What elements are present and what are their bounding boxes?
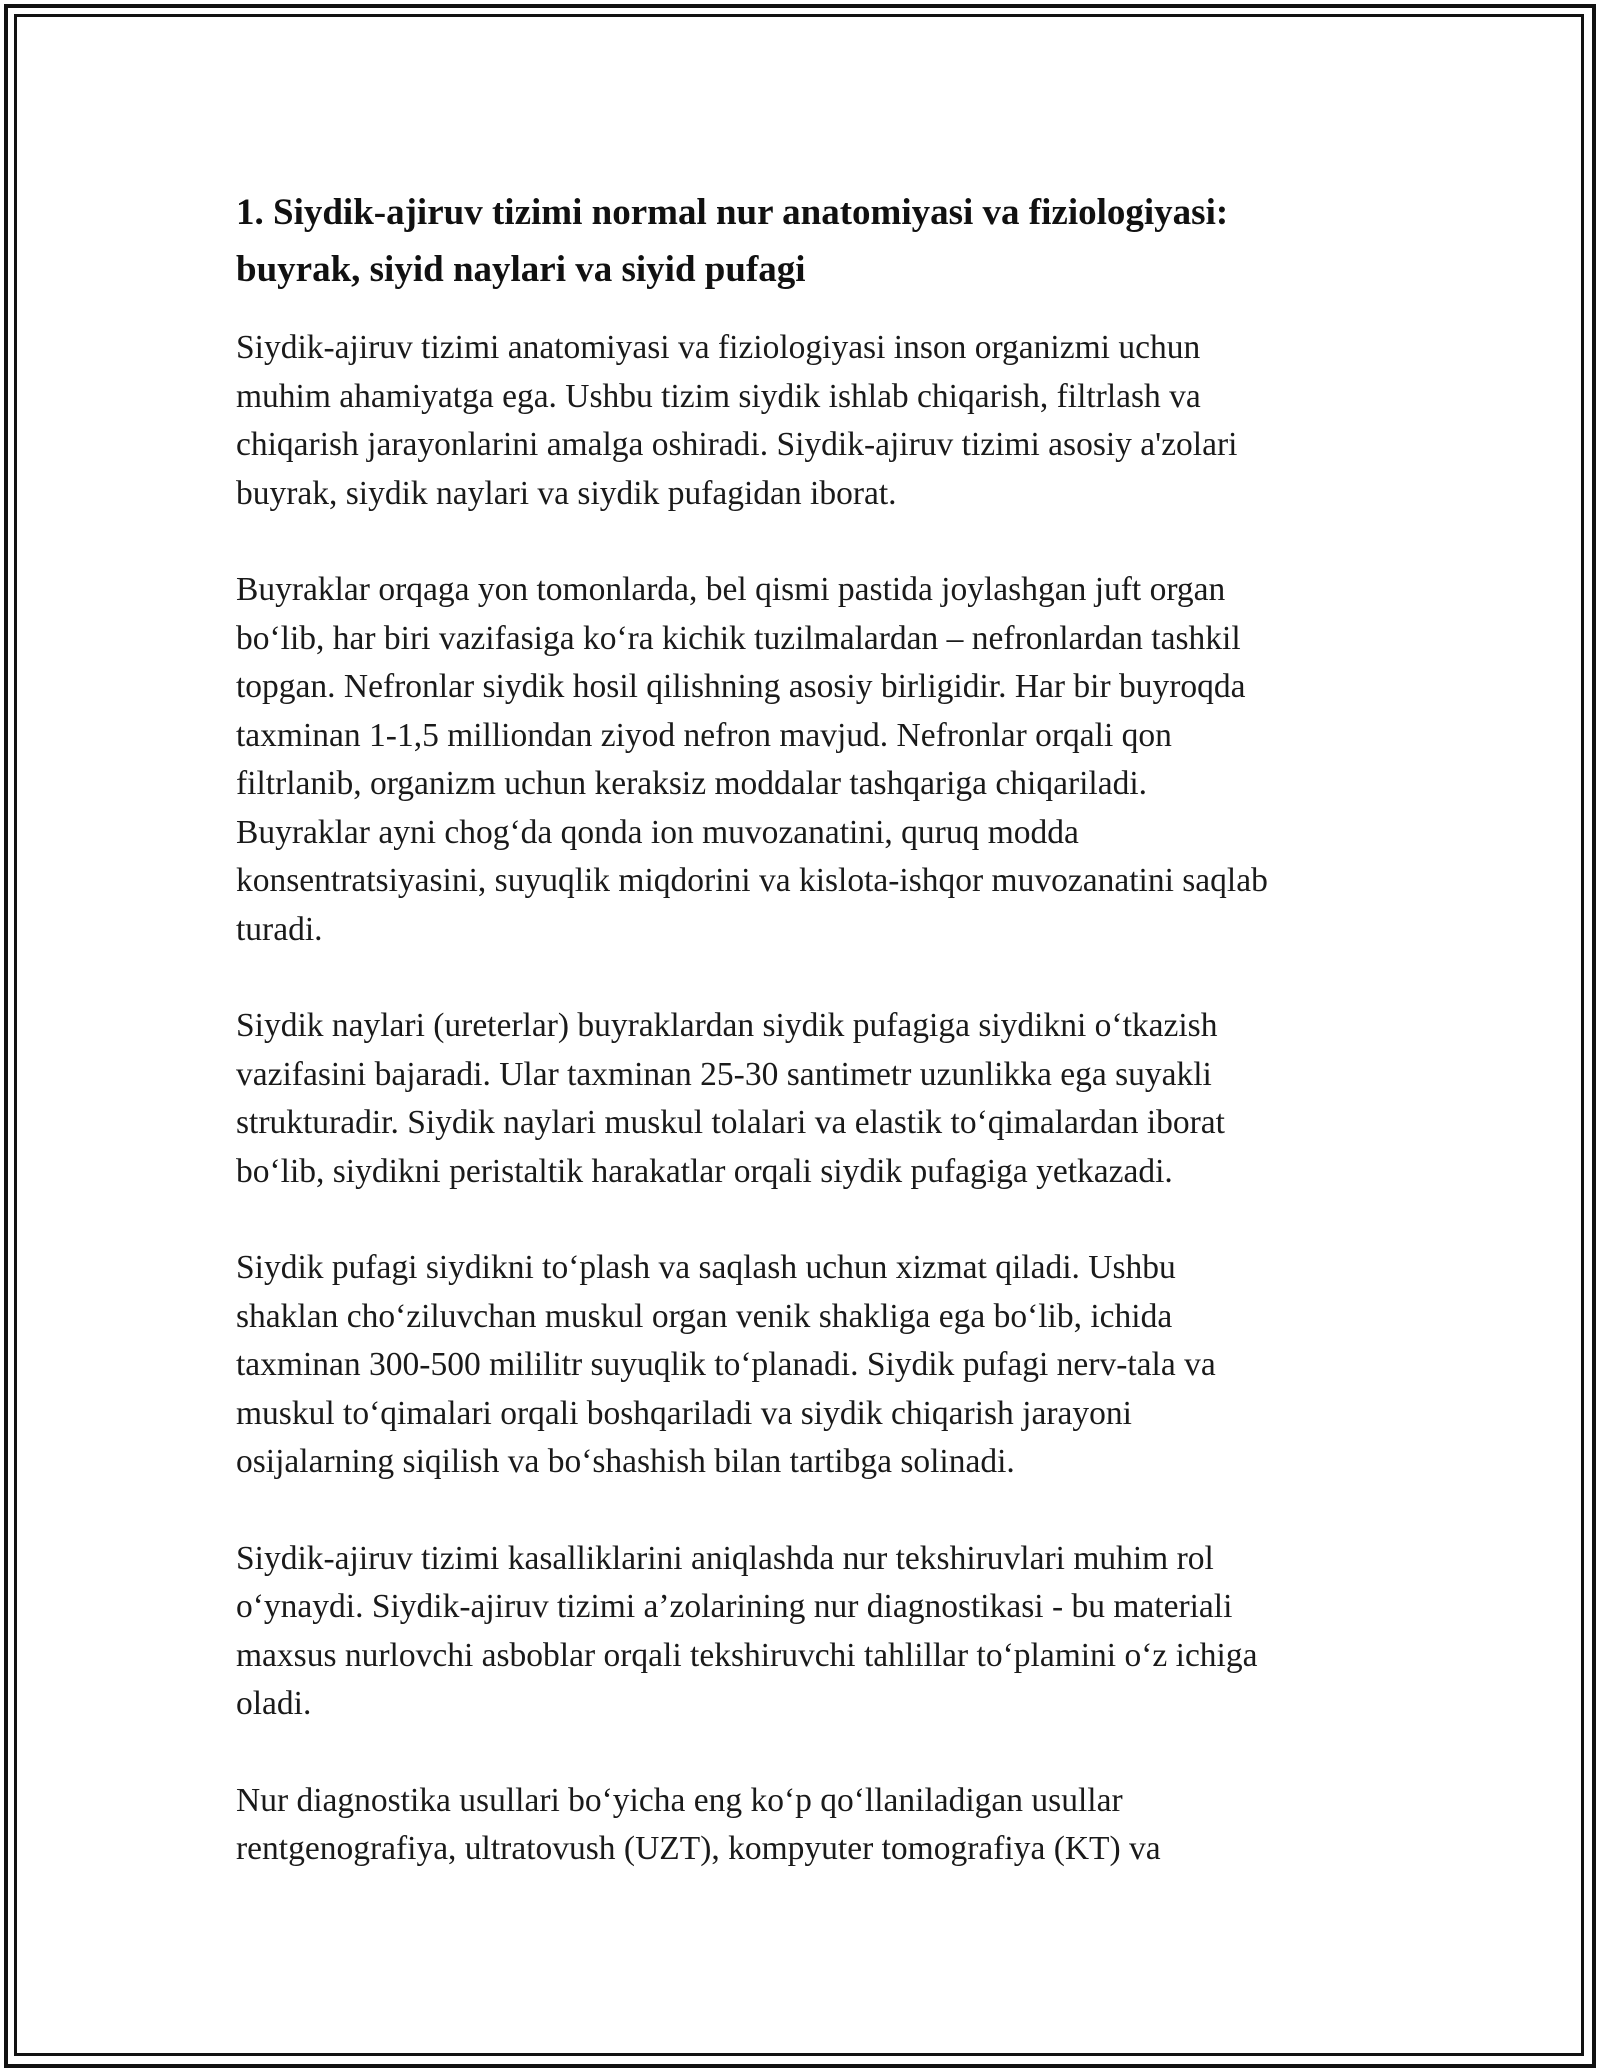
- text-line: vazifasini bajaradi. Ular taxminan 25-30 santimetr uzunlikka ega suyakli: [236, 1055, 1212, 1093]
- text-line: turadi.: [236, 910, 323, 948]
- paragraph-bladder: [236, 1244, 1376, 1487]
- title-line: 1. Siydik-ajiruv tizimi normal nur anatomiyasi va fiziologiyasi:: [236, 192, 1229, 233]
- text-line: konsentratsiyasini, suyuqlik miqdorini va kislota-ishqor muvozanatini saqlab: [236, 862, 1268, 899]
- text-line: bo‘lib, siydikni peristaltik harakatlar orqali siydik pufagiga yetkazadi.: [236, 1152, 1173, 1190]
- text-line: Siydik pufagi siydikni to‘plash va saqlash uchun xizmat qiladi. Ushbu: [236, 1249, 1176, 1286]
- text-line: oladi.: [236, 1685, 312, 1722]
- text-line: osijalarning siqilish va bo‘shashish bilan tartibga solinadi.: [236, 1443, 1015, 1480]
- text-line: Siydik naylari (ureterlar) buyraklardan siydik pufagiga siydikni o‘tkazish: [236, 1007, 1218, 1044]
- text-line: muhim ahamiyatga ega. Ushbu tizim siydik ishlab chiqarish, filtrlash va: [236, 377, 1201, 415]
- text-line: buyrak, siydik naylari va siydik pufagidan iborat.: [236, 474, 897, 512]
- text-line: taxminan 1-1,5 milliondan ziyod nefron mavjud. Nefronlar orqali qon: [236, 716, 1172, 754]
- text-line: topgan. Nefronlar siydik hosil qilishning asosiy birligidir. Har bir buyroqda: [236, 668, 1246, 705]
- text-line: taxminan 300-500 mililitr suyuqlik to‘planadi. Siydik pufagi nerv-tala va: [236, 1346, 1216, 1383]
- text-line: strukturadir. Siydik naylari muskul tolalari va elastik to‘qimalardan iborat: [236, 1104, 1225, 1141]
- paragraph-methods: [236, 1777, 1376, 1874]
- text-line: Siydik-ajiruv tizimi anatomiyasi va fiziologiyasi inson organizmi uchun: [236, 329, 1201, 366]
- text-line: o‘ynaydi. Siydik-ajiruv tizimi a’zolarining nur diagnostikasi - bu materiali: [236, 1588, 1233, 1625]
- text-line: bo‘lib, har biri vazifasiga ko‘ra kichik tuzilmalardan – nefronlardan tashkil: [236, 619, 1241, 657]
- document-body: [236, 184, 1376, 1922]
- paragraph-kidneys: [236, 566, 1376, 954]
- text-line: Nur diagnostika usullari bo‘yicha eng ko‘p qo‘llaniladigan usullar: [236, 1781, 1123, 1819]
- text-line: maxsus nurlovchi asboblar orqali tekshiruvchi tahlillar to‘plamini o‘z ichiga: [236, 1636, 1258, 1674]
- text-line: filtrlanib, organizm uchun keraksiz moddalar tashqariga chiqariladi.: [236, 765, 1148, 802]
- text-line: Buyraklar orqaga yon tomonlarda, bel qismi pastida joylashgan juft organ: [236, 571, 1226, 608]
- text-line: Siydik-ajiruv tizimi kasalliklarini aniqlashda nur tekshiruvlari muhim rol: [236, 1539, 1214, 1577]
- text-line: Buyraklar ayni chog‘da qonda ion muvozanatini, quruq modda: [236, 813, 1079, 851]
- text-line: muskul to‘qimalari orqali boshqariladi va siydik chiqarish jarayoni: [236, 1394, 1132, 1432]
- title-line: buyrak, siyid naylari va siyid pufagi: [236, 249, 806, 290]
- text-line: shaklan cho‘ziluvchan muskul organ venik shakliga ega bo‘lib, ichida: [236, 1297, 1173, 1335]
- paragraph-ureters: [236, 1002, 1376, 1196]
- text-line: chiqarish jarayonlarini amalga oshiradi. Siydik-ajiruv tizimi asosiy a'zolari: [236, 426, 1238, 463]
- paragraph-diagnostics: [236, 1535, 1376, 1729]
- page-title: [236, 184, 1376, 298]
- paragraph-intro: [236, 324, 1376, 518]
- text-line: rentgenografiya, ultratovush (UZT), kompyuter tomografiya (KT) va: [236, 1830, 1161, 1867]
